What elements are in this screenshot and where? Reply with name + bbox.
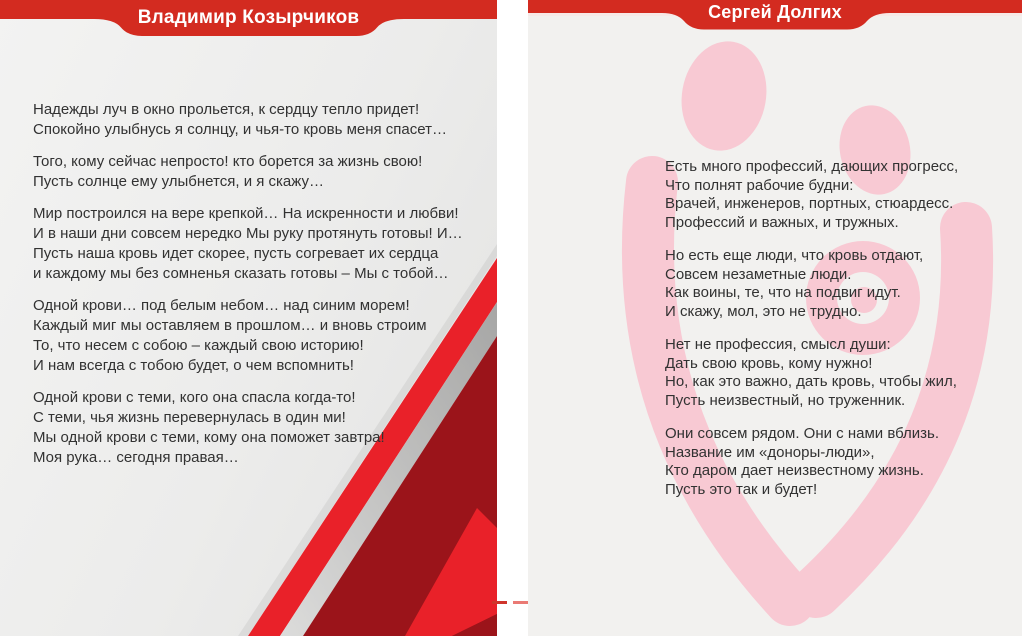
poem-line: И скажу, мол, это не трудно. [665, 302, 862, 320]
poem-line: Каждый миг мы оставляем в прошлом… и вновь строим [33, 317, 427, 334]
poem-line: и каждому мы без сомненья сказать готовы – Мы с тобой… [33, 265, 449, 282]
poem-line: С теми, чья жизнь перевернулась в один ми! [33, 409, 346, 426]
poem-line: Они совсем рядом. Они с нами вблизь. [665, 425, 940, 442]
poem-line: Как воины, те, что на подвиг идут. [665, 284, 901, 301]
poem-line: Совсем незаметные люди. [665, 265, 852, 283]
poem-line: Но, как это важно, дать кровь, чтобы жил, [665, 373, 957, 390]
poem-line: Надежды луч в окно прольется, к сердцу тепло придет! [33, 101, 420, 118]
page-divider-dash [492, 601, 507, 604]
poem-stanza [665, 247, 958, 321]
poem-line: Того, кому сейчас непросто! кто борется за жизнь свою! [33, 153, 423, 170]
poem-line: Спокойно улыбнусь я солнцу, и чья-то кровь меня спасет… [33, 121, 447, 138]
poem-line: Профессий и важных, и тружных. [665, 213, 899, 231]
page-divider-dash [513, 601, 528, 604]
poster-left [0, 0, 497, 636]
poem-line: То, что несем с собою – каждый свою историю! [33, 337, 364, 354]
poem-line: Кто даром дает неизвестному жизнь. [665, 462, 924, 479]
poem-stanza [665, 158, 958, 232]
poem-line: Врачей, инженеров, портных, стюардесс. [665, 195, 954, 212]
poem-stanza [33, 204, 463, 284]
poem-line: И нам всегда с тобою будет, о чем вспомнить! [33, 357, 354, 374]
poem-line: Название им «доноры-люди», [665, 443, 875, 461]
poem-line: Пусть неизвестный, но труженник. [665, 391, 906, 409]
poster-right-title: Сергей Долгих [708, 2, 842, 22]
poem-stanza [665, 425, 958, 499]
poem-stanza [33, 388, 463, 468]
poem-line: Но есть еще люди, что кровь отдают, [665, 247, 924, 264]
poem-stanza [33, 100, 463, 140]
poem-line: Что полнят рабочие будни: [665, 176, 854, 194]
poem-left [33, 100, 463, 480]
poem-line: Пусть наша кровь идет скорее, пусть согревает их сердца [33, 245, 439, 262]
poster-right [528, 0, 1022, 636]
poem-line: Нет не профессия, смысл души: [665, 336, 891, 353]
poem-line: Мир построился на вере крепкой… На искренности и любви! [33, 205, 459, 222]
poem-line: Моя рука… сегодня правая… [33, 449, 239, 466]
poem-right [665, 158, 958, 514]
poem-stanza [33, 296, 463, 376]
poem-line: Пусть это так и будет! [665, 480, 818, 498]
poem-line: Мы одной крови с теми, кому она поможет завтра! [33, 429, 385, 446]
poster-left-title: Владимир Козырчиков [137, 7, 360, 28]
emblem-blob-left [673, 35, 775, 158]
poem-line: Дать свою кровь, кому нужно! [665, 354, 873, 372]
poem-line: Одной крови… под белым небом… над синим морем! [33, 297, 410, 314]
poem-line: Есть много профессий, дающих прогресс, [665, 158, 959, 175]
poem-line: Одной крови с теми, кого она спасла когда-то! [33, 389, 356, 406]
poem-stanza [665, 336, 958, 410]
poem-stanza [33, 152, 463, 192]
poem-line: И в наши дни совсем нередко Мы руку протянуть готовы! И… [33, 225, 463, 242]
poem-line: Пусть солнце ему улыбнется, и я скажу… [33, 173, 324, 190]
